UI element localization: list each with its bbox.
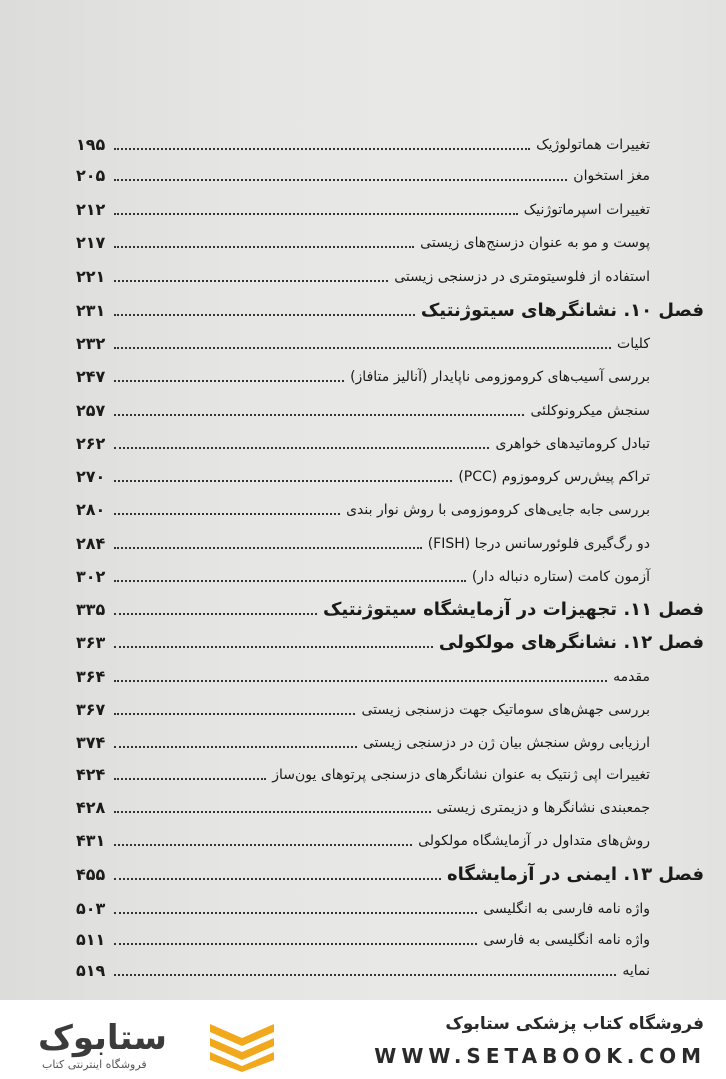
toc-row xyxy=(76,386,650,420)
toc-entry-title: تراکم پیش‌رس کروموزوم (PCC) xyxy=(458,469,650,485)
toc-page-number: ۲۱۷ xyxy=(76,233,106,252)
book-stack-logo-icon xyxy=(206,1016,278,1072)
toc-leader-dots xyxy=(114,503,340,515)
toc-entry-title: فصل ۱۱. تجهیزات در آزمایشگاه سیتوژنتیک xyxy=(322,599,704,620)
toc-row xyxy=(76,552,650,586)
toc-entry-title: بررسی جابه جایی‌های کروموزومی با روش نوار بندی xyxy=(346,502,650,518)
toc-row xyxy=(76,946,650,980)
toc-row xyxy=(76,252,650,286)
toc-page-number: ۲۱۲ xyxy=(76,200,106,219)
toc-chapter-row xyxy=(76,850,704,884)
toc-page-number: ۴۲۴ xyxy=(76,765,106,784)
toc-row xyxy=(76,685,650,719)
toc-entry-title: روش‌های متداول در آزمایشگاه مولکولی xyxy=(418,833,650,849)
toc-leader-dots xyxy=(114,537,422,549)
toc-leader-dots xyxy=(114,636,433,648)
toc-entry-title: مغز استخوان xyxy=(573,168,650,184)
toc-page-number: ۲۳۲ xyxy=(76,334,106,353)
toc-row xyxy=(76,519,650,553)
toc-row xyxy=(76,783,650,817)
toc-row xyxy=(76,151,650,185)
toc-row xyxy=(76,452,650,486)
toc-leader-dots xyxy=(114,834,412,846)
store-banner xyxy=(0,1000,726,1079)
toc-page-number: ۳۷۴ xyxy=(76,733,106,752)
toc-leader-dots xyxy=(114,203,518,215)
store-logo-subtitle: فروشگاه اینترنتی کتاب xyxy=(42,1058,147,1071)
toc-page-number: ۴۳۱ xyxy=(76,831,106,850)
toc-leader-dots xyxy=(114,703,355,715)
toc-entry-title: دو رگ‌گیری فلوئورسانس درجا (FISH) xyxy=(427,536,650,552)
toc-leader-dots xyxy=(114,736,357,748)
toc-entry-title: تغییرات اسپرماتوژنیک xyxy=(523,202,650,218)
toc-leader-dots xyxy=(114,570,466,582)
toc-entry-title: آزمون کامت (ستاره دنباله دار) xyxy=(471,569,650,585)
toc-page-number: ۲۷۰ xyxy=(76,467,106,486)
toc-leader-dots xyxy=(114,603,317,615)
toc-page-number: ۵۱۹ xyxy=(76,961,106,980)
toc-entry-title: مقدمه xyxy=(613,669,650,685)
toc-row xyxy=(76,884,650,918)
toc-row xyxy=(76,718,650,752)
toc-page-number: ۲۰۵ xyxy=(76,166,106,185)
toc-page-number: ۴۵۵ xyxy=(76,865,106,884)
toc-page-number: ۲۵۷ xyxy=(76,401,106,420)
toc-row xyxy=(76,915,650,949)
toc-entry-title: واژه نامه انگلیسی به فارسی xyxy=(483,932,650,948)
toc-row xyxy=(76,185,650,219)
toc-page-number: ۱۹۵ xyxy=(76,135,106,154)
toc-row xyxy=(76,816,650,850)
toc-leader-dots xyxy=(114,169,567,181)
toc-entry-title: فصل ۱۰. نشانگرهای سیتوژنتیک xyxy=(420,300,704,321)
toc-row xyxy=(76,485,650,519)
toc-entry-title: جمعبندی نشانگرها و دزیمتری زیستی xyxy=(436,800,650,816)
toc-leader-dots xyxy=(114,902,477,914)
toc-entry-title: کلیات xyxy=(617,336,650,352)
toc-leader-dots xyxy=(114,933,477,945)
toc-page-number: ۲۲۱ xyxy=(76,267,106,286)
toc-leader-dots xyxy=(114,304,415,316)
toc-entry-title: واژه نامه فارسی به انگلیسی xyxy=(483,901,650,917)
toc-entry-title: ارزیابی روش سنجش بیان ژن در دزسنجی زیستی xyxy=(362,735,650,751)
toc-leader-dots xyxy=(114,868,441,880)
toc-chapter-row xyxy=(76,618,704,652)
toc-chapter-row xyxy=(76,585,704,619)
toc-leader-dots xyxy=(114,270,388,282)
toc-row xyxy=(76,419,650,453)
toc-leader-dots xyxy=(114,404,524,416)
toc-page-number: ۳۶۳ xyxy=(76,633,106,652)
store-name: فروشگاه کتاب پزشکی ستابوک xyxy=(445,1014,704,1034)
toc-row xyxy=(76,120,650,154)
toc-leader-dots xyxy=(114,138,530,150)
toc-entry-title: تغییرات اپی ژنتیک به عنوان نشانگرهای دزسنجی پرتوهای یون‌ساز xyxy=(272,767,650,783)
toc-page-number: ۴۲۸ xyxy=(76,798,106,817)
toc-row xyxy=(76,750,650,784)
toc-entry-title: نمایه xyxy=(622,963,650,979)
toc-leader-dots xyxy=(114,964,616,976)
toc-row xyxy=(76,319,650,353)
toc-entry-title: بررسی آسیب‌های کروموزومی ناپایدار (آنالیز متافاز) xyxy=(350,369,650,385)
toc-page-number: ۳۶۷ xyxy=(76,700,106,719)
toc-leader-dots xyxy=(114,670,607,682)
toc-leader-dots xyxy=(114,337,611,349)
toc-row xyxy=(76,352,650,386)
toc-page-number: ۳۳۵ xyxy=(76,600,106,619)
toc-leader-dots xyxy=(114,801,431,813)
toc-row xyxy=(76,218,650,252)
toc-chapter-row xyxy=(76,286,704,320)
toc-leader-dots xyxy=(114,437,489,449)
toc-page-number: ۲۸۴ xyxy=(76,534,106,553)
toc-leader-dots xyxy=(114,370,344,382)
toc-page-number: ۵۱۱ xyxy=(76,930,106,949)
toc-page-number: ۵۰۳ xyxy=(76,899,106,918)
toc-entry-title: پوست و مو به عنوان دزسنج‌های زیستی xyxy=(420,235,650,251)
toc-page-number: ۲۴۷ xyxy=(76,367,106,386)
toc-entry-title: سنجش میکرونوکلئی xyxy=(530,403,650,419)
store-logo-text: ستابوک xyxy=(38,1018,167,1058)
toc-page-number: ۳۶۴ xyxy=(76,667,106,686)
toc-entry-title: استفاده از فلوسیتومتری در دزسنجی زیستی xyxy=(394,269,650,285)
store-url: WWW.SETABOOK.COM xyxy=(374,1044,706,1068)
toc-page-number: ۳۰۲ xyxy=(76,567,106,586)
toc-row xyxy=(76,652,650,686)
toc-page-number: ۲۳۱ xyxy=(76,301,106,320)
toc-entry-title: فصل ۱۲. نشانگرهای مولکولی xyxy=(438,632,704,653)
toc-page-number: ۲۸۰ xyxy=(76,500,106,519)
toc-entry-title: فصل ۱۳. ایمنی در آزمایشگاه xyxy=(447,864,704,885)
toc-leader-dots xyxy=(114,768,266,780)
toc-entry-title: تغییرات هماتولوژیک xyxy=(536,137,650,153)
toc-leader-dots xyxy=(114,470,452,482)
toc-entry-title: تبادل کروماتیدهای خواهری xyxy=(495,436,650,452)
toc-leader-dots xyxy=(114,236,414,248)
toc-page-number: ۲۶۲ xyxy=(76,434,106,453)
toc-entry-title: بررسی جهش‌های سوماتیک جهت دزسنجی زیستی xyxy=(361,702,650,718)
